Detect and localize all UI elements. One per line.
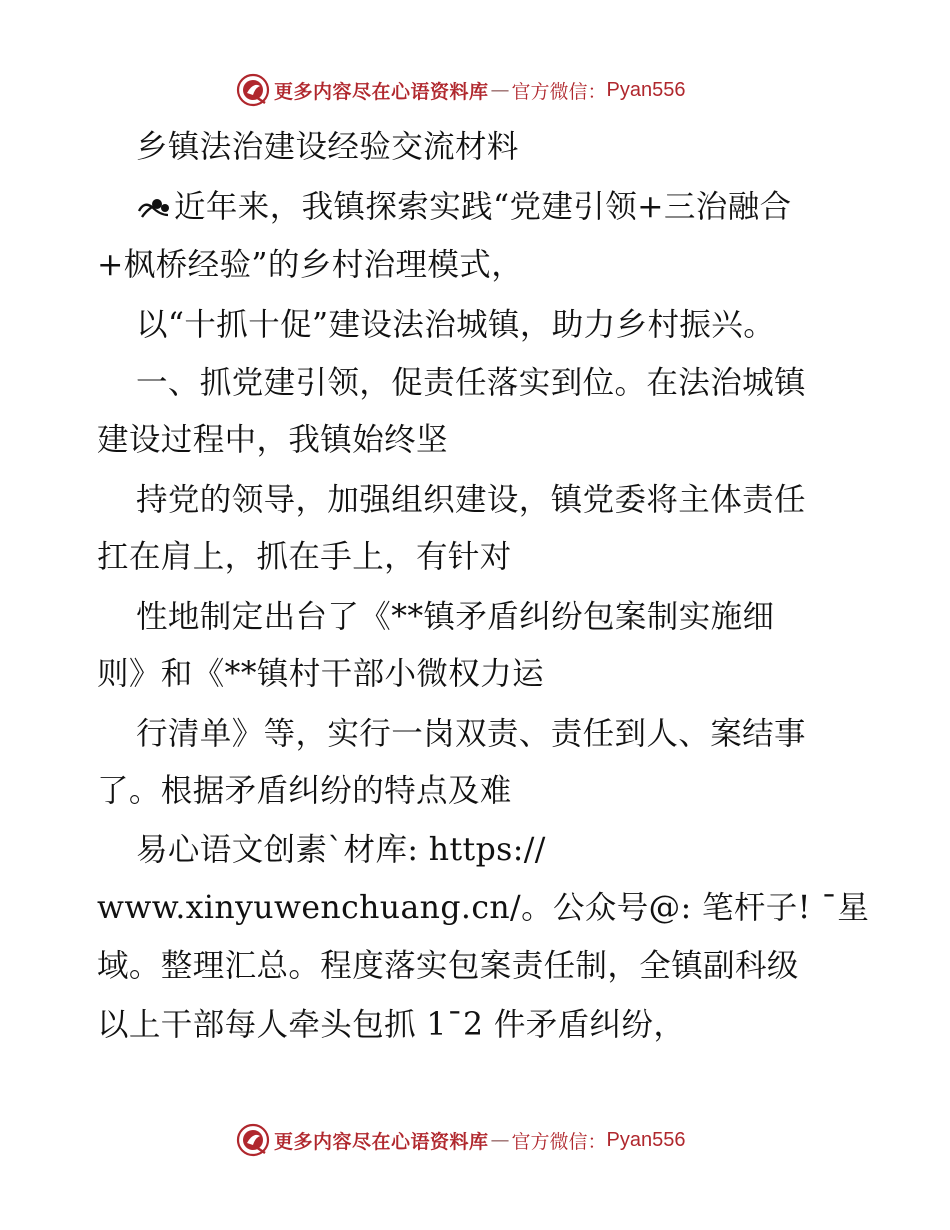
- paragraph-line: +枫桥经验”的乡村治理模式，: [97, 247, 524, 283]
- paragraph-line: 一、抓党建引领，促责任落实到位。在法治城镇: [136, 365, 806, 401]
- paragraph-line: 行清单》等，实行一岗双责、责任到人、案结事: [136, 716, 806, 752]
- banner-wechat-label: 官方微信：: [511, 1130, 607, 1153]
- flower-ornament-icon: [136, 191, 172, 221]
- banner-wechat-label: 官方微信：: [511, 80, 607, 103]
- paragraph-line: 域。整理汇总。程度落实包案责任制，全镇副科级: [97, 948, 799, 984]
- seal-logo-icon: [236, 1123, 270, 1157]
- paragraph-line: 以上干部每人牵头包抓 1¯2 件矛盾纠纷，: [97, 1007, 686, 1043]
- paragraph-line: 则》和《**镇村干部小微权力运: [97, 656, 545, 692]
- paragraph-line: 扛在肩上，抓在手上，有针对: [97, 539, 512, 575]
- paragraph-line: [136, 187, 792, 227]
- paragraph-line-text: 近年来，我镇探索实践“党建引领+三治融合: [174, 189, 792, 225]
- banner-wechat-account: Pyan556: [606, 1128, 686, 1151]
- paragraph-line: 持党的领导，加强组织建设，镇党委将主体责任: [136, 482, 806, 518]
- paragraph-line: 易心语文创素`材库: https://: [136, 832, 546, 868]
- banner-main-text: 更多内容尽在心语资料库: [274, 80, 489, 103]
- seal-logo-icon: [236, 73, 270, 107]
- banner-wechat-account: Pyan556: [606, 78, 686, 101]
- paragraph-line: 建设过程中，我镇始终坚: [97, 422, 448, 458]
- paragraph-line: www.xinyuwenchuang.cn/。公众号@: 笔杆子! ¯星: [97, 890, 870, 926]
- paragraph-line: 以“十抓十促”建设法治城镇，助力乡村振兴。: [136, 307, 776, 343]
- banner-dash: —: [490, 79, 510, 101]
- banner-dash: —: [490, 1129, 510, 1151]
- header-banner: [236, 72, 686, 108]
- document-title: 乡镇法治建设经验交流材料: [136, 129, 519, 165]
- paragraph-line: 性地制定出台了《**镇矛盾纠纷包案制实施细: [136, 599, 775, 635]
- paragraph-line: 了。根据矛盾纠纷的特点及难: [97, 773, 512, 809]
- footer-banner: [236, 1122, 686, 1158]
- banner-main-text: 更多内容尽在心语资料库: [274, 1130, 489, 1153]
